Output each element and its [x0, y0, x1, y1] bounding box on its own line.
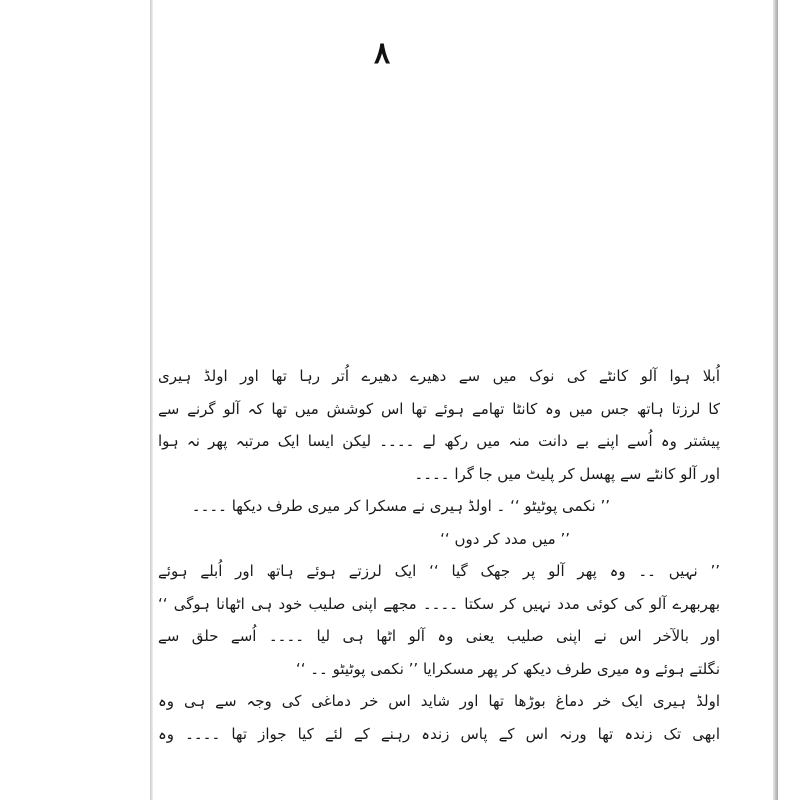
text-line: ابھی تک زندہ تھا ورنہ اس کے پاس زندہ رہنے کے لئے کیا جواز تھا ۔۔۔۔ وہ [158, 724, 720, 743]
text-line: ’’ نہیں ۔۔ وہ پھر آلو پر جھک گیا ‘‘ ایک لرزتے ہوئے ہاتھ اور اُبلے ہوئے [158, 562, 720, 580]
text-line: کا لرزتا ہاتھ جس میں وہ کانٹا تھامے ہوئے تھا اس کوشش میں تھا کہ آلو گرنے سے [158, 399, 720, 418]
text-line: نگلتے ہوئے وہ میری طرف دیکھ کر پھر مسکرایا ’’ نکمی پوٹیٹو ۔۔ ‘‘ [295, 659, 720, 678]
text-line: بھربھرے آلو کی کوئی مدد نہیں کر سکتا ۔۔۔۔ مجھے اپنی صلیب خود ہی اٹھانا ہوگی ‘‘ [158, 594, 720, 613]
text-line: پیشتر وہ اُسے اپنے بے دانت منہ میں رکھ لے ۔۔۔۔ لیکن ایسا ایک مرتبہ پھر نہ ہوا [158, 432, 720, 450]
page-number: ۸ [373, 36, 391, 71]
text-line: اولڈ ہیری ایک خر دماغ بوڑھا تھا اور شاید اس خر دماغی کی وجہ سے ہی وہ [158, 692, 720, 710]
page-right-edge [773, 0, 778, 800]
text-line: اُبلا ہوا آلو کانٹے کی نوک میں سے دھیرے دھیرے اُتر رہا تھا اور اولڈ ہیری [158, 367, 720, 385]
body-paragraph [158, 360, 720, 750]
text-line: اور آلو کانٹے سے پھسل کر پلیٹ میں جا گرا ۔۔۔۔ [414, 464, 720, 483]
text-line: ’’ میں مدد کر دوں ‘‘ [440, 529, 570, 548]
text-line: ’’ نکمی پوٹیٹو ‘‘ ۔ اولڈ ہیری نے مسکرا کر میری طرف دیکھا ۔۔۔۔ [191, 497, 610, 515]
page-left-edge [150, 0, 153, 800]
text-line: اور بالآخر اس نے اپنی صلیب یعنی وہ آلو اٹھا ہی لیا ۔۔۔۔ اُسے حلق سے [158, 627, 720, 645]
